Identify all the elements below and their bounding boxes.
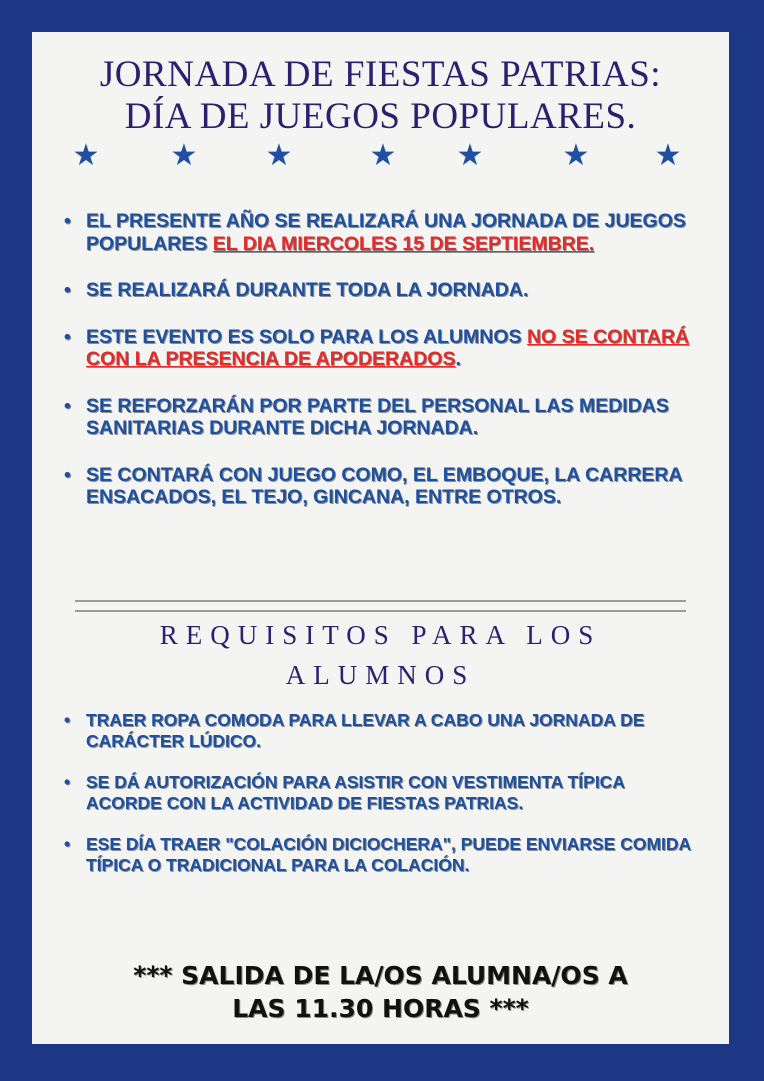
requirements-heading: REQUISITOS PARA LOS ALUMNOS bbox=[159, 620, 602, 690]
list-item: • SE REALIZARÁ DURANTE TODA LA JORNADA. bbox=[64, 279, 704, 302]
list-item: • SE REFORZARÁN POR PARTE DEL PERSONAL LAS MEDIDAS SANITARIAS DURANTE DICHA JORNADA. bbox=[64, 395, 704, 440]
info-list bbox=[64, 210, 704, 533]
title-line-2: DÍA DE JUEGOS POPULARES. bbox=[124, 96, 637, 137]
list-item: • SE DÁ AUTORIZACIÓN PARA ASISTIR CON VESTIMENTA TÍPICA ACORDE CON LA ACTIVIDAD DE FIESTAS PATRIAS. bbox=[64, 772, 704, 813]
list-item: • TRAER ROPA COMODA PARA LLEVAR A CABO UNA JORNADA DE CARÁCTER LÚDICO. bbox=[64, 710, 704, 751]
list-item: • ESE DÍA TRAER "COLACIÓN DICIOCHERA", PUEDE ENVIARSE COMIDA TÍPICA O TRADICIONAL PARA LA COLACIÓN. bbox=[64, 834, 704, 875]
dismissal-notice bbox=[32, 959, 729, 1025]
footer-line-1: *** SALIDA DE LA/OS ALUMNA/OS A bbox=[133, 961, 628, 990]
date-highlight: EL DIA MIERCOLES 15 DE SEPTIEMBRE. bbox=[212, 232, 595, 255]
star-icon: ★ bbox=[265, 138, 293, 173]
divider bbox=[75, 610, 686, 612]
requirements-list bbox=[64, 710, 704, 896]
list-item: • ESTE EVENTO ES SOLO PARA LOS ALUMNOS NO SE CONTARÁ CON LA PRESENCIA DE APODERADOS. bbox=[64, 326, 704, 371]
flyer-page bbox=[32, 32, 729, 1044]
list-item: • EL PRESENTE AÑO SE REALIZARÁ UNA JORNADA DE JUEGOS POPULARES EL DIA MIERCOLES 15 DE SEPTIEMBRE. bbox=[64, 210, 704, 255]
list-item: • SE CONTARÁ CON JUEGO COMO, EL EMBOQUE, LA CARRERA ENSACADOS, EL TEJO, GINCANA, ENTRE OTROS. bbox=[64, 464, 704, 509]
footer-line-2: LAS 11.30 HORAS *** bbox=[232, 994, 529, 1023]
star-icon: ★ bbox=[170, 138, 198, 173]
flyer-title bbox=[32, 54, 729, 138]
star-icon: ★ bbox=[654, 138, 682, 173]
star-row bbox=[32, 138, 729, 182]
star-icon: ★ bbox=[369, 138, 397, 173]
star-icon: ★ bbox=[72, 138, 100, 173]
star-icon: ★ bbox=[562, 138, 590, 173]
star-icon: ★ bbox=[456, 138, 484, 173]
divider bbox=[75, 600, 686, 602]
title-line-1: JORNADA DE FIESTAS PATRIAS: bbox=[99, 54, 662, 95]
no-parents-highlight: NO SE CONTARÁ CON LA PRESENCIA DE APODERADOS bbox=[86, 325, 690, 370]
